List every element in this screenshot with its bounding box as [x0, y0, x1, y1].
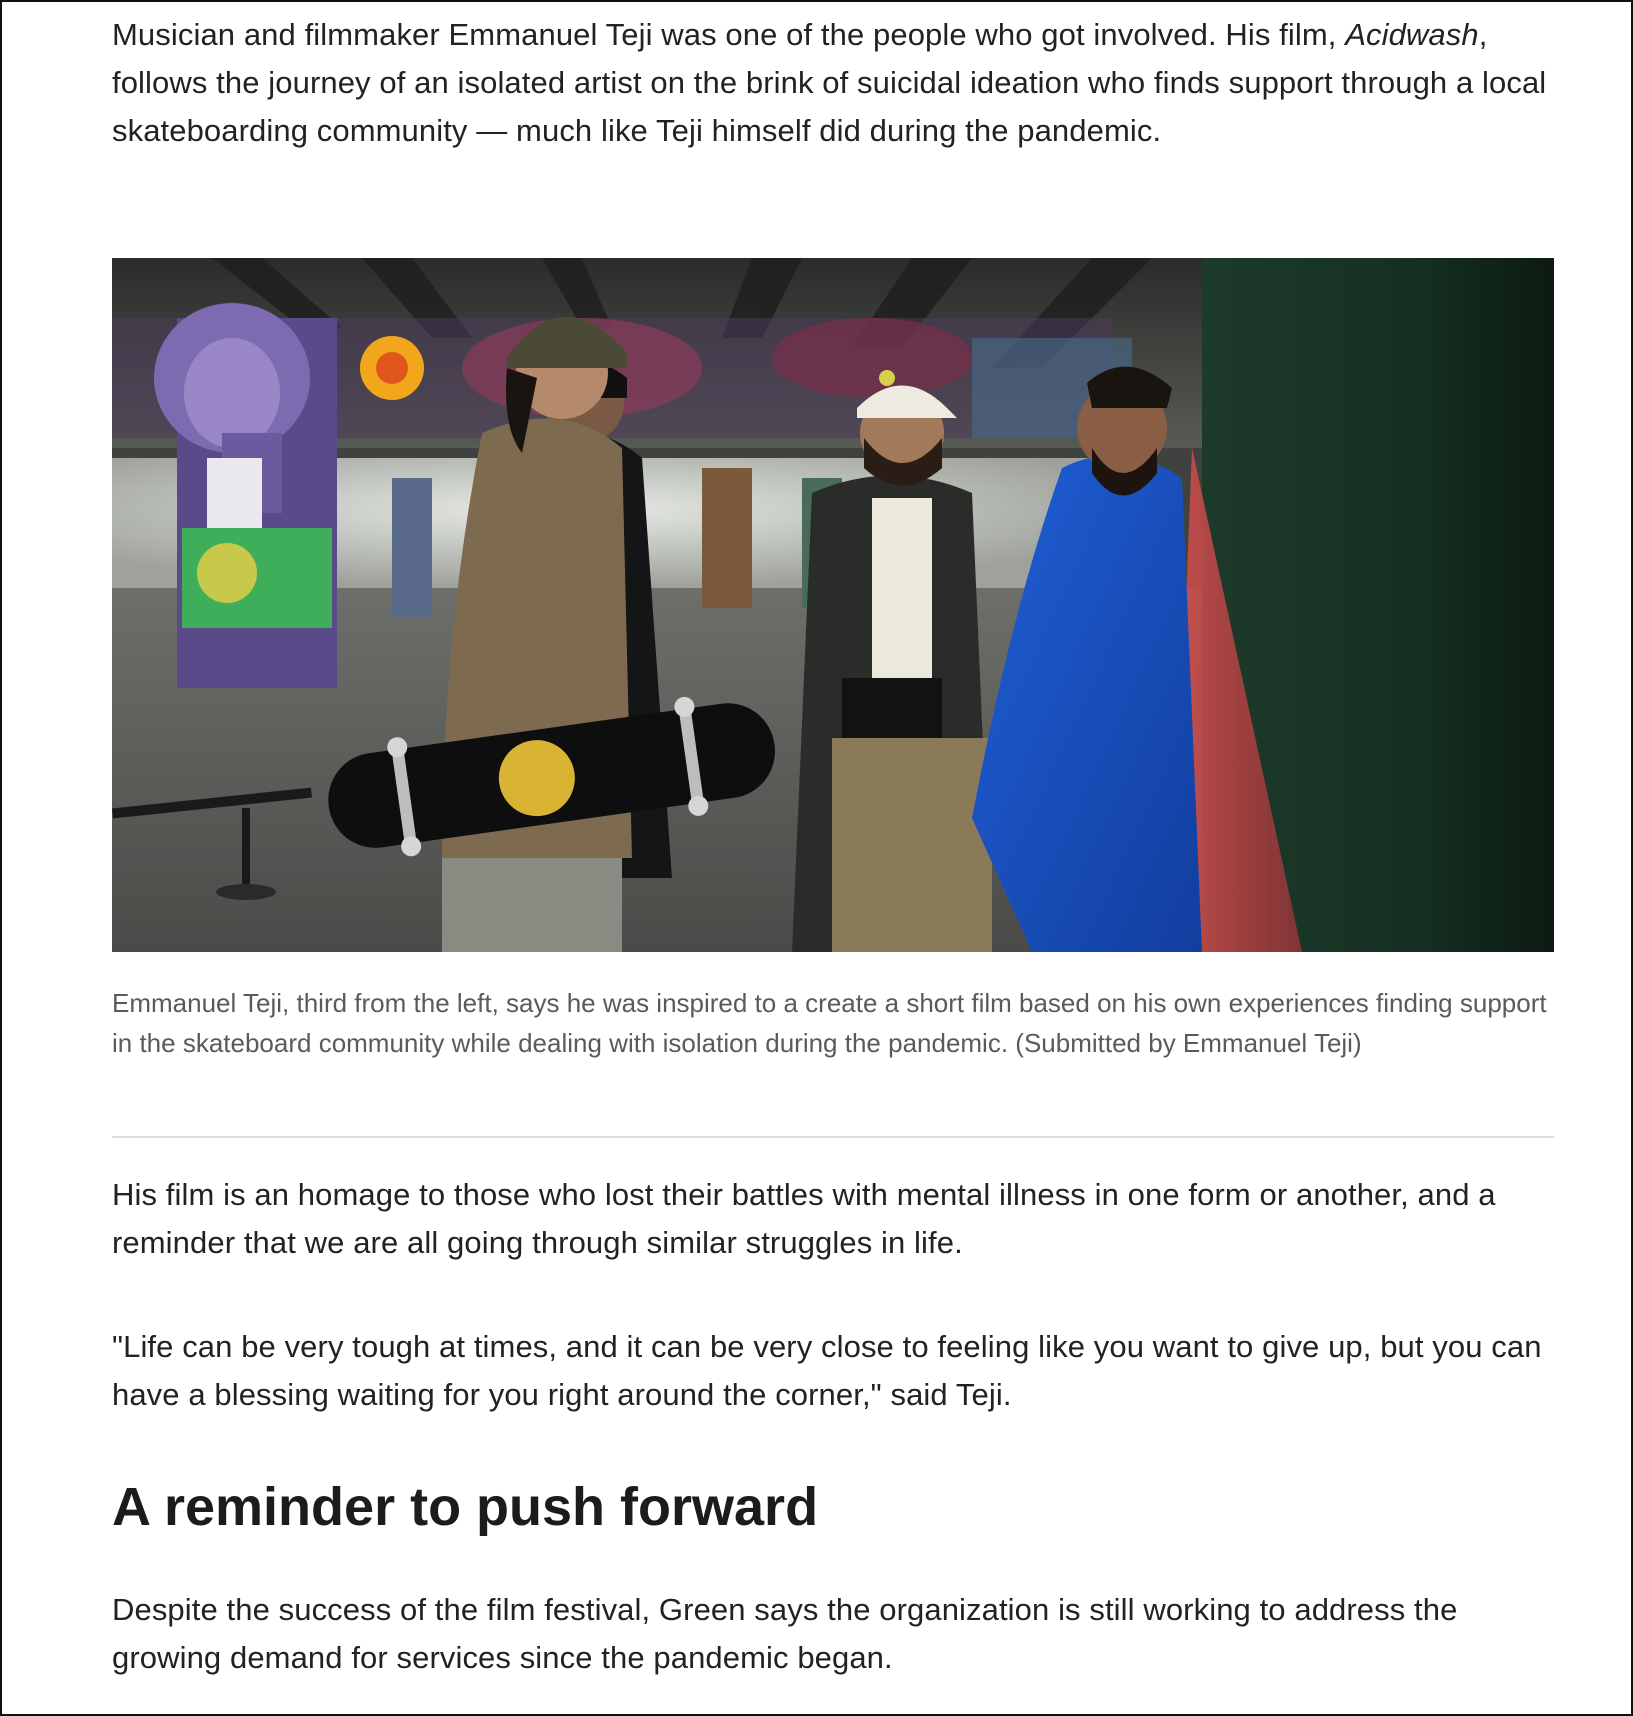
- body-paragraph-homage: His film is an homage to those who lost their battles with mental illness in one form or another, and a reminder that we are all going through similar struggles in life.: [112, 1177, 1496, 1260]
- caption-divider: [112, 1136, 1554, 1138]
- section-heading: A reminder to push forward: [112, 1477, 819, 1537]
- intro-paragraph: [112, 11, 1554, 155]
- skatepark-photo-illustration: [112, 258, 1554, 952]
- article-photo: [112, 258, 1554, 952]
- intro-text-end: , follows the journey of an isolated artist on the brink of suicidal ideation who finds support through a local skateboarding community — much like Teji himself did during the pandemic.: [112, 17, 1547, 148]
- intro-text-start: Musician and filmmaker Emmanuel Teji was one of the people who got involved. His film,: [112, 17, 1346, 52]
- body-paragraph-quote: "Life can be very tough at times, and it can be very close to feeling like you want to give up, but you can have a blessing waiting for you right around the corner," said Teji.: [112, 1329, 1542, 1412]
- photo-caption: Emmanuel Teji, third from the left, says he was inspired to a create a short film based on his own experiences finding support in the skateboard community while dealing with isolation during the pandemic. (Submitted by Emmanuel Teji): [112, 988, 1547, 1058]
- film-title: Acidwash: [1345, 17, 1479, 52]
- body-paragraph-demand: Despite the success of the film festival, Green says the organization is still working to address the growing demand for services since the pandemic began.: [112, 1592, 1458, 1675]
